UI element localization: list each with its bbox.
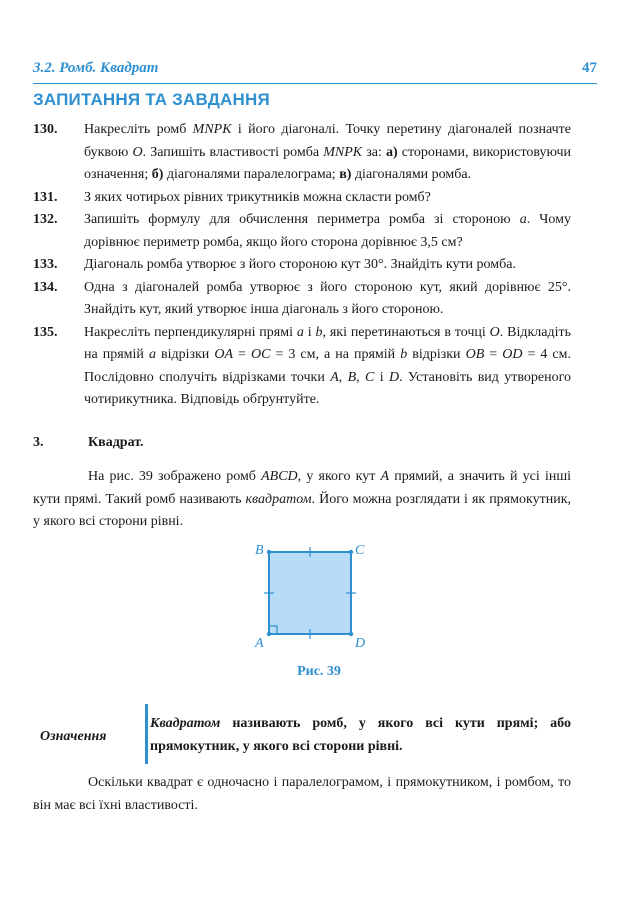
vertex-label-b: B bbox=[255, 543, 264, 558]
intro-paragraph: На рис. 39 зображено ромб ABCD, у якого кут A прямий, а значить й усі інші кути прямі. Такий ромб називають квадратом. Його можна розглядати і як прямокутник, у якого всі сторони рівні. bbox=[33, 469, 571, 529]
task-number: 134. bbox=[33, 279, 58, 295]
running-header bbox=[33, 60, 597, 82]
task-number: 130. bbox=[33, 122, 58, 137]
task-list bbox=[33, 119, 571, 412]
vertex-point-c bbox=[349, 550, 353, 554]
task-number: 131. bbox=[33, 189, 58, 205]
figure-39-square bbox=[245, 537, 375, 657]
definition-term: Квадратом bbox=[150, 716, 221, 731]
subsection-heading bbox=[33, 435, 144, 451]
subsection-number: 3. bbox=[33, 435, 44, 450]
task-134 bbox=[33, 277, 571, 322]
section-header: 3.2. Ромб. Квадрат bbox=[33, 60, 159, 76]
vertex-point-a bbox=[267, 632, 271, 636]
section-title: ЗАПИТАННЯ ТА ЗАВДАННЯ bbox=[33, 90, 270, 109]
task-131 bbox=[33, 187, 571, 210]
vertex-label-d: D bbox=[355, 636, 366, 651]
conclusion-paragraph: Оскільки квадрат є одночасно і паралелограмом, і прямокутником, і ромбом, то він має всі їхні властивості. bbox=[33, 775, 571, 813]
definition-label: Означення bbox=[40, 729, 107, 744]
vertex-point-b bbox=[267, 550, 271, 554]
task-132: 132. Запишіть формулу для обчислення периметра ромба зі стороною a. Чому дорівнює периметр ромба, якщо його сторона дорівнює 3,5 см? bbox=[33, 209, 571, 254]
vertex-label-a: A bbox=[255, 636, 264, 651]
task-text: Діагональ ромба утворює з його стороною кут 30°. Знайдіть кути ромба. bbox=[84, 257, 516, 272]
task-number: 133. bbox=[33, 257, 58, 272]
square-shape bbox=[269, 552, 351, 634]
vertex-point-d bbox=[349, 632, 353, 636]
definition-body: називають ромб, у якого всі кути прямі; або прямокутник, у якого всі сторони рівні. bbox=[150, 716, 571, 754]
page-number: 47 bbox=[582, 60, 597, 76]
subsection-title: Квадрат. bbox=[88, 435, 144, 450]
definition-text bbox=[150, 713, 571, 758]
task-text: Одна з діагоналей ромба утворює з його стороною кут, який дорівнює 25°. Знайдіть кут, який утворює інша діагональ з його стороною. bbox=[84, 279, 571, 317]
square-diagram bbox=[245, 537, 375, 657]
header-rule bbox=[33, 83, 597, 84]
figure-caption: Рис. 39 bbox=[297, 664, 341, 679]
task-133 bbox=[33, 254, 571, 277]
task-number: 132. bbox=[33, 212, 58, 227]
task-130: 130. Накресліть ромб MNPK і його діагоналі. Точку перетину діагоналей позначте буквою O. Запишіть властивості ромба MNPK за: а) сторонами, використовуючи означення; б) діагоналями паралелограма; в) діагоналями ромба. bbox=[33, 119, 571, 187]
task-135: 135. Накресліть перпендикулярні прямі a і b, які перетинаються в точці O. Відкладіть на прямій a відрізки OA = OC = 3 см, а на прямій b відрізки OB = OD = 4 см. Послідовно сполучіть відрізками точки A, B, C і D. Установіть вид утвореного чотирикутника. Відповідь обґрунтуйте. bbox=[33, 322, 571, 412]
vertex-label-c: C bbox=[355, 543, 365, 558]
task-text: З яких чотирьох рівних трикутників можна скласти ромб? bbox=[84, 189, 431, 205]
definition-bar bbox=[145, 704, 148, 764]
task-number: 135. bbox=[33, 324, 58, 340]
